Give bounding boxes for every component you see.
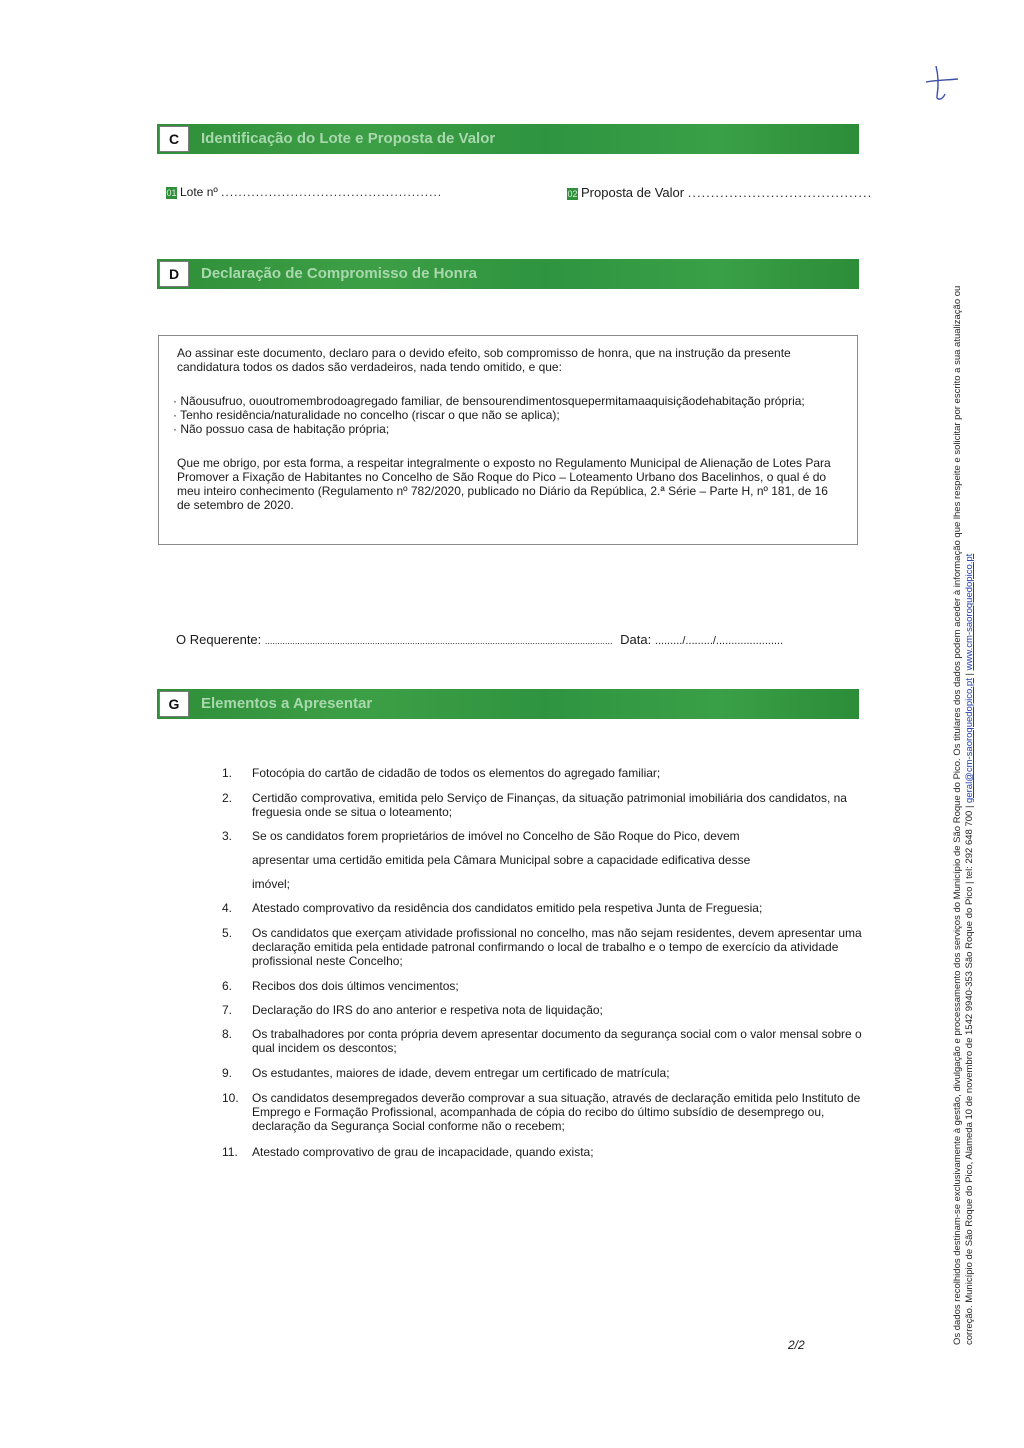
data-fill-line[interactable]: ........./........./...................... <box>654 635 784 647</box>
lote-fill-line: ................................................... <box>221 185 443 199</box>
section-d-header <box>157 259 859 289</box>
requerente-row <box>176 632 783 647</box>
side-note-separator: | <box>964 673 975 676</box>
declaration-closing: Que me obrigo, por esta forma, a respeitar integralmente o exposto no Regulamento Municipal de Alienação de Lotes Para Promover a Fixação de Habitantes no Concelho de São Roque do Pico – Loteamento Urbano dos Bacelinhos, o qual é do meu inteiro conhecimento (Regulamento nº 782/2020, publicado no Diário da República, 2.ª Série – Parte H, nº 181, de 16 de setembro de 2020. <box>177 456 831 512</box>
handwritten-signature-mark <box>922 58 962 102</box>
declaration-box <box>158 335 858 545</box>
side-note-line1: Os dados recolhidos destinam-se exclusivamente à gestão, divulgação e processamento dos serviços do Município de São Roque do Pico. Os titulares dos dados podem aceder à informação que lhes respeite e solicitar por escrito a sua atualização ou <box>952 285 963 1345</box>
data-protection-side-note <box>952 255 976 1345</box>
data-label: Data: <box>620 632 652 647</box>
requerente-label: O Requerente: <box>176 632 262 647</box>
section-g-title: Elementos a Apresentar <box>201 695 373 712</box>
section-g-header <box>157 689 859 719</box>
section-c-letter: C <box>159 126 189 152</box>
declaration-bullet: · Tenho residência/naturalidade no concelho (riscar o que não se aplica); <box>173 408 560 422</box>
section-d-title: Declaração de Compromisso de Honra <box>201 265 477 282</box>
section-c-title: Identificação do Lote e Proposta de Valor <box>201 130 496 147</box>
lote-field[interactable] <box>166 185 442 199</box>
website-link[interactable]: www.cm-saoroquedopico.pt <box>964 553 975 671</box>
proposta-field[interactable] <box>567 185 872 200</box>
section-d-letter: D <box>159 261 189 287</box>
declaration-bullet: · Não possuo casa de habitação própria; <box>173 422 390 436</box>
proposta-fill-line: ........................................ <box>687 185 873 200</box>
field-number-badge: 02 <box>567 188 578 199</box>
field-number-badge: 01 <box>166 187 177 198</box>
section-c-header <box>157 124 859 154</box>
proposta-label: Proposta de Valor <box>581 185 685 200</box>
page-number: 2/2 <box>788 1338 805 1352</box>
section-g-letter: G <box>159 691 189 717</box>
declaration-bullet: · Nãousufruo, ououtromembrodoagregado familiar, de bensourendimentosquepermitamaaquisiçãodehabitação própria; <box>173 394 805 408</box>
declaration-intro: Ao assinar este documento, declaro para o devido efeito, sob compromisso de honra, que na instrução da presente candidatura todos os dados são verdadeiros, nada tendo omitido, e que: <box>177 346 791 374</box>
requerente-signature-line[interactable]: ........................................................................................................................................... <box>264 636 613 646</box>
lote-label: Lote nº <box>180 185 218 199</box>
side-note-line2: correção. Município de São Roque do Pico, Alameda 10 de novembro de 1542 9940-353 São Roque do Pico | tel: 292 648 700 | geral@cm-saoroquedopico.pt | www.cm-saoroquedopico.pt <box>964 553 975 1345</box>
email-link[interactable]: geral@cm-saoroquedopico.pt <box>964 678 975 803</box>
